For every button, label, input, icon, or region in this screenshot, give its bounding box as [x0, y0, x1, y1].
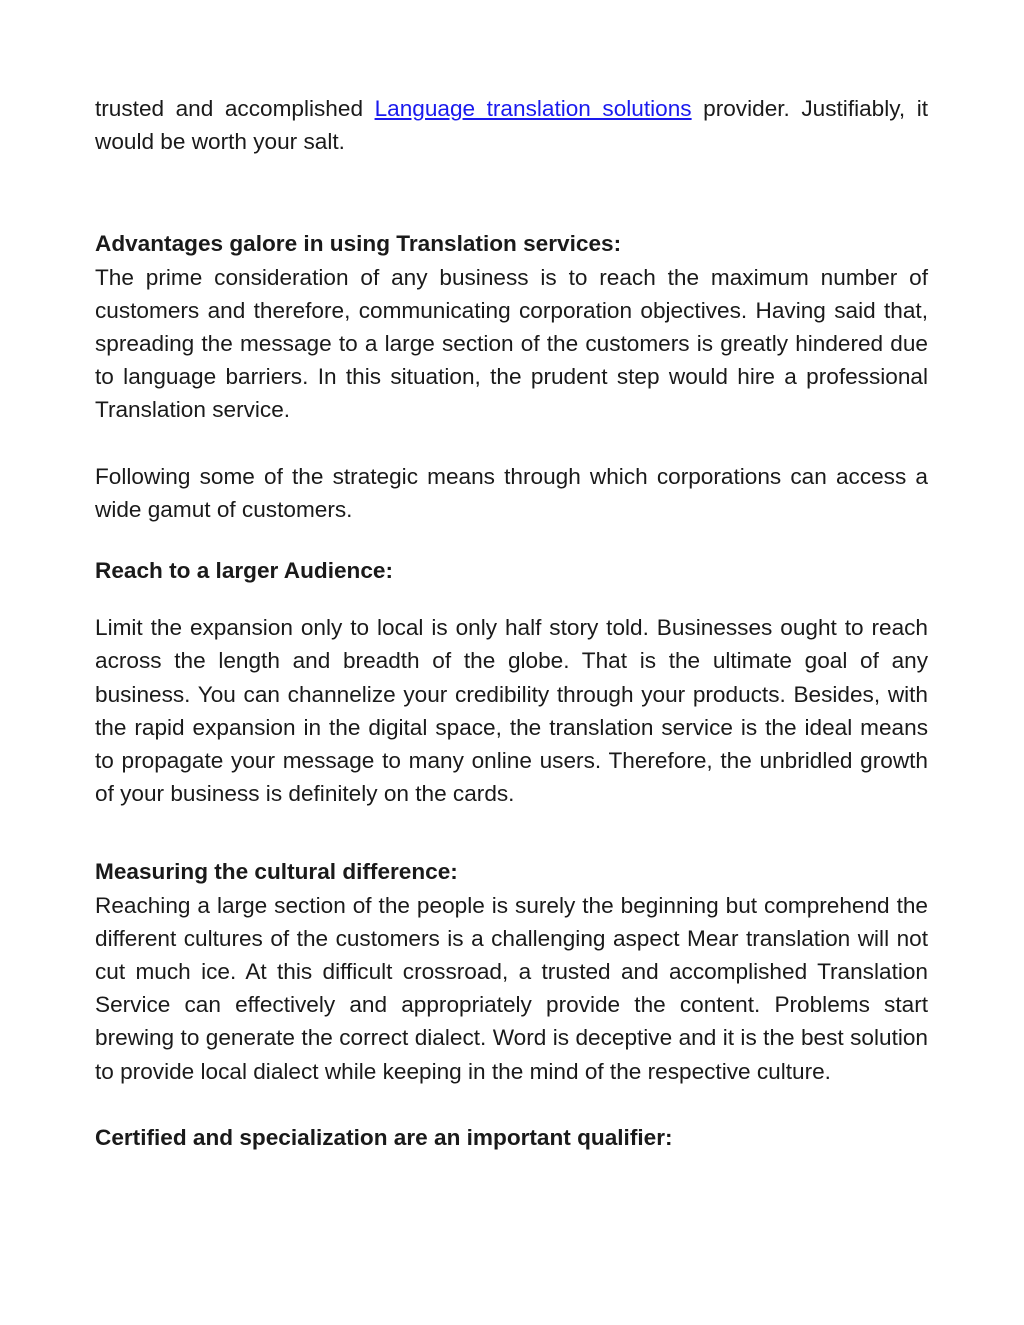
intro-paragraph	[95, 92, 928, 158]
advantages-paragraph: The prime consideration of any business is to reach the maximum number of customers and therefore, communicating corporation objectives. Having said that, spreading the message to a large section of the customers is greatly hindered due to language barriers. In this situation, the prudent step would hire a professional Translation service.	[95, 264, 928, 423]
document-page	[95, 92, 928, 1154]
reach-heading: Reach to a larger Audience:	[95, 558, 393, 584]
cultural-paragraph: Reaching a large section of the people is surely the beginning but comprehend the different cultures of the customers is a challenging aspect Mear translation will not cut much ice. At this difficult crossroad, a trusted and accomplished Translation Service can effectively and appropriately provide the content. Problems start brewing to generate the correct dialect. Word is deceptive and it is the best solution to provide local dialect while keeping in the mind of the respective culture.	[95, 892, 928, 1084]
certified-heading: Certified and specialization are an important qualifier:	[95, 1124, 673, 1150]
following-paragraph: Following some of the strategic means through which corporations can access a wide gamut of customers.	[95, 463, 928, 522]
advantages-heading: Advantages galore in using Translation services:	[95, 231, 622, 257]
language-translation-solutions-link[interactable]: Language translation solutions	[374, 96, 692, 121]
intro-text-before: trusted and accomplished	[95, 96, 375, 121]
intro-text-after: provider. Justifiably, it would be worth your salt.	[95, 96, 929, 155]
cultural-heading: Measuring the cultural difference:	[95, 859, 458, 885]
reach-paragraph: Limit the expansion only to local is only half story told. Businesses ought to reach across the length and breadth of the globe. That is the ultimate goal of any business. You can channelize your credibility through your products. Besides, with the rapid expansion in the digital space, the translation service is the ideal means to propagate your message to many online users. Therefore, the unbridled growth of your business is definitely on the cards.	[95, 615, 928, 807]
